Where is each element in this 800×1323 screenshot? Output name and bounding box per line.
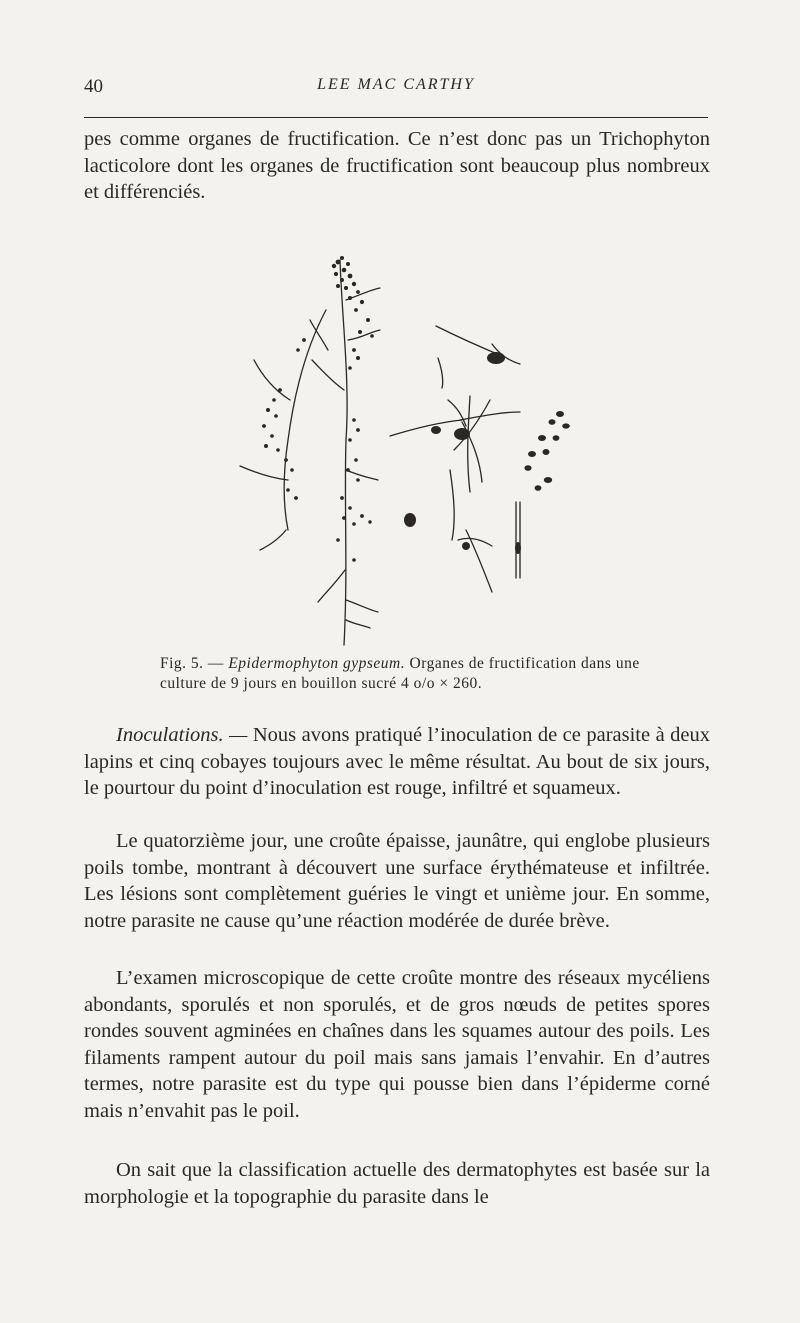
paragraph-inoculations <box>84 722 710 802</box>
figure-caption <box>160 654 660 694</box>
fungus-illustration <box>230 240 590 650</box>
running-head: LEE MAC CARTHY <box>317 76 475 93</box>
paragraph-3: L’examen microscopique de cette croûte montre des réseaux mycéliens abondants, sporulés et non sporulés, et de gros nœuds de petites spores rondes souvent agminées en chaînes dans les squames autour des poils. Les filaments rampent autour du poil mais sans jamais l’envahir. En d’autres termes, notre parasite est du type qui pousse bien dans l’épiderme corné mais n’envahit pas le poil. <box>84 967 710 1122</box>
header-rule <box>84 117 708 118</box>
figure-label: Fig. 5. — <box>160 655 229 672</box>
figure-species: Epidermophyton gypseum. <box>228 655 406 672</box>
section-run-in-heading: Inoculations. — <box>116 724 248 746</box>
page-header <box>84 76 708 102</box>
figure-caption-text: Organes de fructification dans une culture de 9 jours en bouillon sucré 4 o/o × 260. <box>160 655 640 692</box>
paragraph-text: Nous avons pratiqué l’inoculation de ce parasite à deux lapins et cinq cobayes toujours avec le même résultat. Au bout de six jours, le pourtour du point d’inoculation est rouge, infiltré et squameux. <box>84 724 711 799</box>
paragraph-2: Le quatorzième jour, une croûte épaisse, jaunâtre, qui englobe plusieurs poils tombe, montrant à découvert une surface érythémateuse et infiltrée. Les lésions sont complètement guéries le vingt et unième jour. En somme, notre parasite ne cause qu’une réaction modérée de durée brève. <box>84 830 710 932</box>
paragraph-4: On sait que la classification actuelle des dermatophytes est basée sur la morphologie et la topographie du parasite dans le <box>84 1159 710 1208</box>
intro-paragraph: pes comme organes de fructification. Ce n’est donc pas un Trichophyton lacticolore dont les organes de fructification sont beaucoup plus nombreux et différenciés. <box>84 128 710 203</box>
page-number: 40 <box>84 76 103 97</box>
